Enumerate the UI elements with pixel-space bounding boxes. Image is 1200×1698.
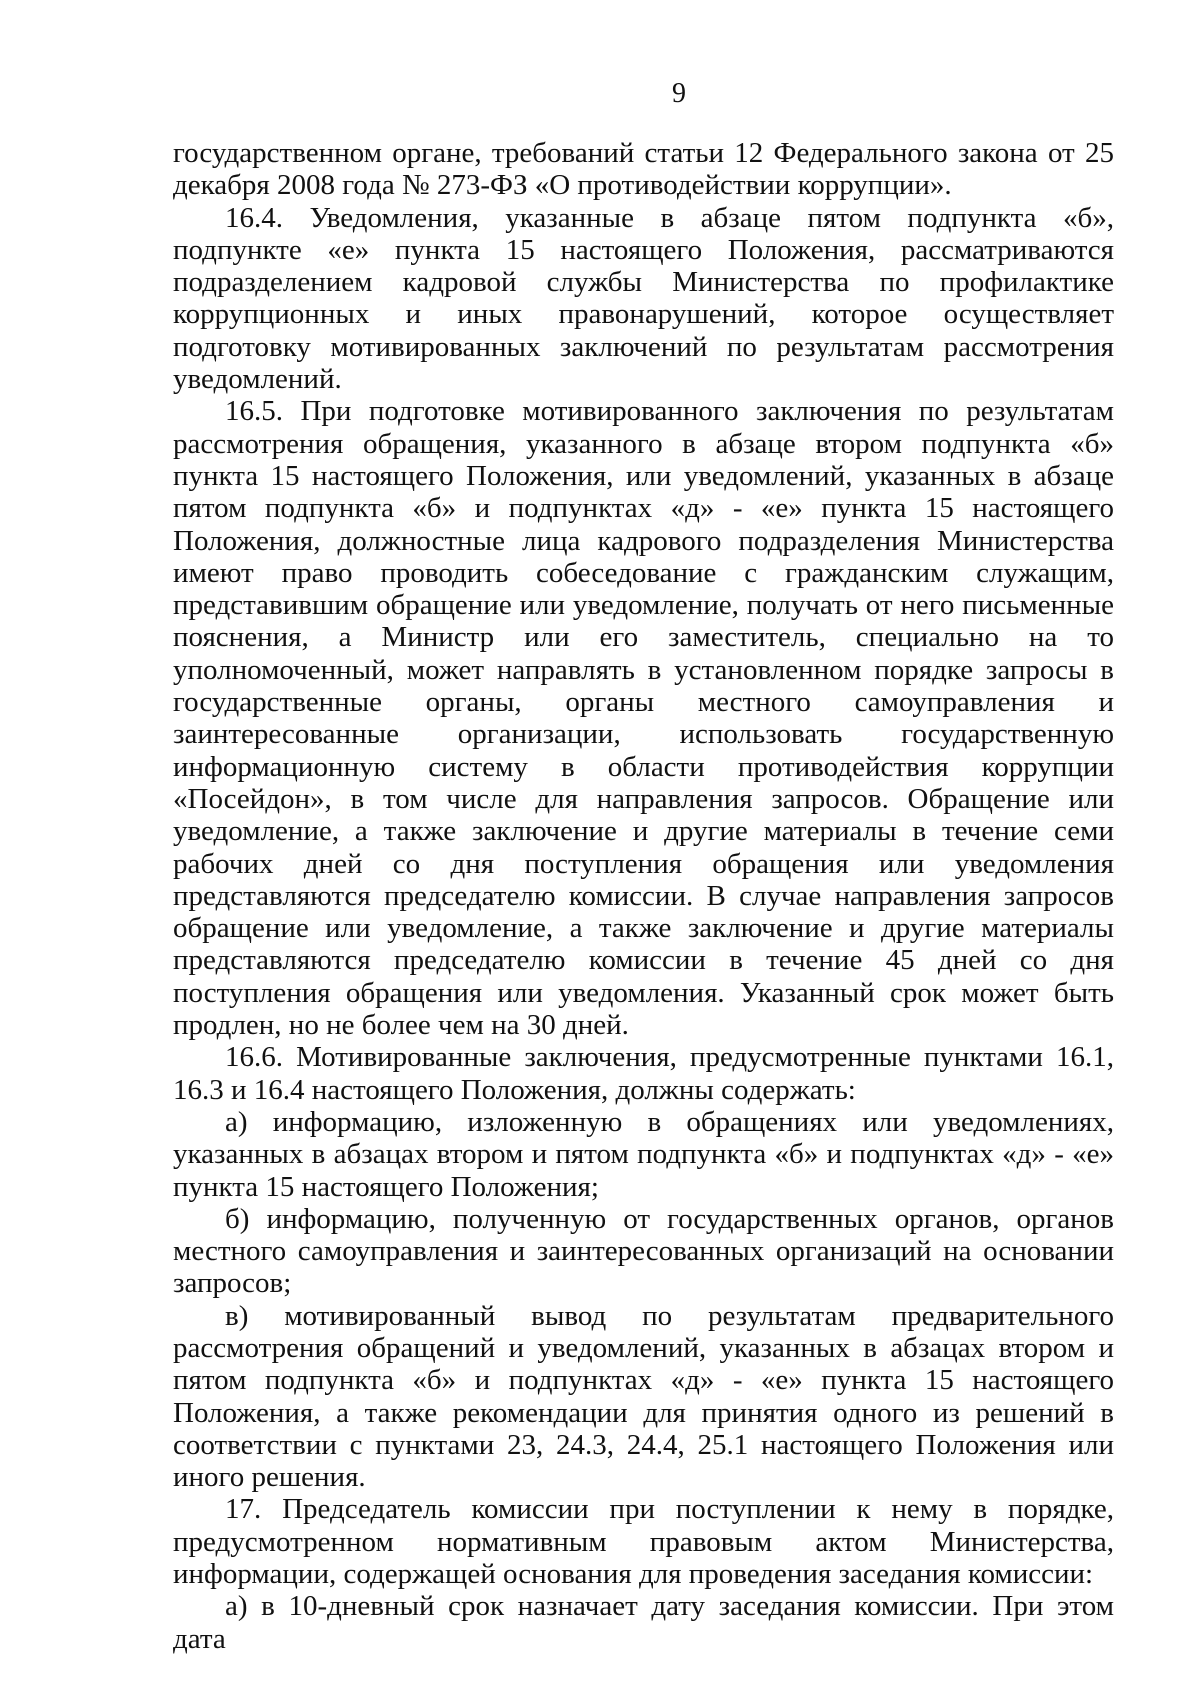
document-body — [173, 137, 1114, 1655]
page-number: 9 — [672, 78, 686, 109]
paragraph-17: 17. Председатель комиссии при поступлении к нему в порядке, предусмотренном нормативным правовым актом Министерства, информации, содержащей основания для проведения заседания комиссии: — [173, 1493, 1114, 1591]
paragraph-16-6-v: в) мотивированный вывод по результатам предварительного рассмотрения обращений и уведомлений, указанных в абзацах втором и пятом подпункта «б» и подпунктах «д» - «е» пункта 15 настоящего Положения, а также рекомендации для принятия одного из решений в соответствии с пунктами 23, 24.3, 24.4, 25.1 настоящего Положения или иного решения. — [173, 1299, 1114, 1494]
paragraph-16-4: 16.4. Уведомления, указанные в абзаце пятом подпункта «б», подпункте «е» пункта 15 настоящего Положения, рассматриваются подразделением кадровой службы Министерства по профилактике коррупционных и иных правонарушений, которое осуществляет подготовку мотивированных заключений по результатам рассмотрения уведомлений. — [173, 201, 1114, 396]
paragraph-17-a: а) в 10-дневный срок назначает дату заседания комиссии. При этом дата — [173, 1590, 1114, 1655]
paragraph-16-6-b: б) информацию, полученную от государственных органов, органов местного самоуправления и заинтересованных организаций на основании запросов; — [173, 1202, 1114, 1300]
paragraph-16-6: 16.6. Мотивированные заключения, предусмотренные пунктами 16.1, 16.3 и 16.4 настоящего Положения, должны содержать: — [173, 1041, 1114, 1106]
paragraph-continuation: государственном органе, требований статьи 12 Федерального закона от 25 декабря 2008 года № 273-ФЗ «О противодействии коррупции». — [173, 137, 1114, 202]
paragraph-16-6-a: а) информацию, изложенную в обращениях или уведомлениях, указанных в абзацах втором и пятом подпункта «б» и подпунктах «д» - «е» пункта 15 настоящего Положения; — [173, 1105, 1114, 1203]
paragraph-16-5: 16.5. При подготовке мотивированного заключения по результатам рассмотрения обращения, указанного в абзаце втором подпункта «б» пункта 15 настоящего Положения, или уведомлений, указанных в абзаце пятом подпункта «б» и подпунктах «д» - «е» пункта 15 настоящего Положения, должностные лица кадрового подразделения Министерства имеют право проводить собеседование с гражданским служащим, представившим обращение или уведомление, получать от него письменные пояснения, а Министр или его заместитель, специально на то уполномоченный, может направлять в установленном порядке запросы в государственные органы, органы местного самоуправления и заинтересованные организации, использовать государственную информационную систему в области противодействия коррупции «Посейдон», в том числе для направления запросов. Обращение или уведомление, а также заключение и другие материалы в течение семи рабочих дней со дня поступления обращения или уведомления представляются председателю комиссии. В случае направления запросов обращение или уведомление, а также заключение и другие материалы представляются председателю комиссии в течение 45 дней со дня поступления обращения или уведомления. Указанный срок может быть продлен, но не более чем на 30 дней. — [173, 395, 1114, 1042]
